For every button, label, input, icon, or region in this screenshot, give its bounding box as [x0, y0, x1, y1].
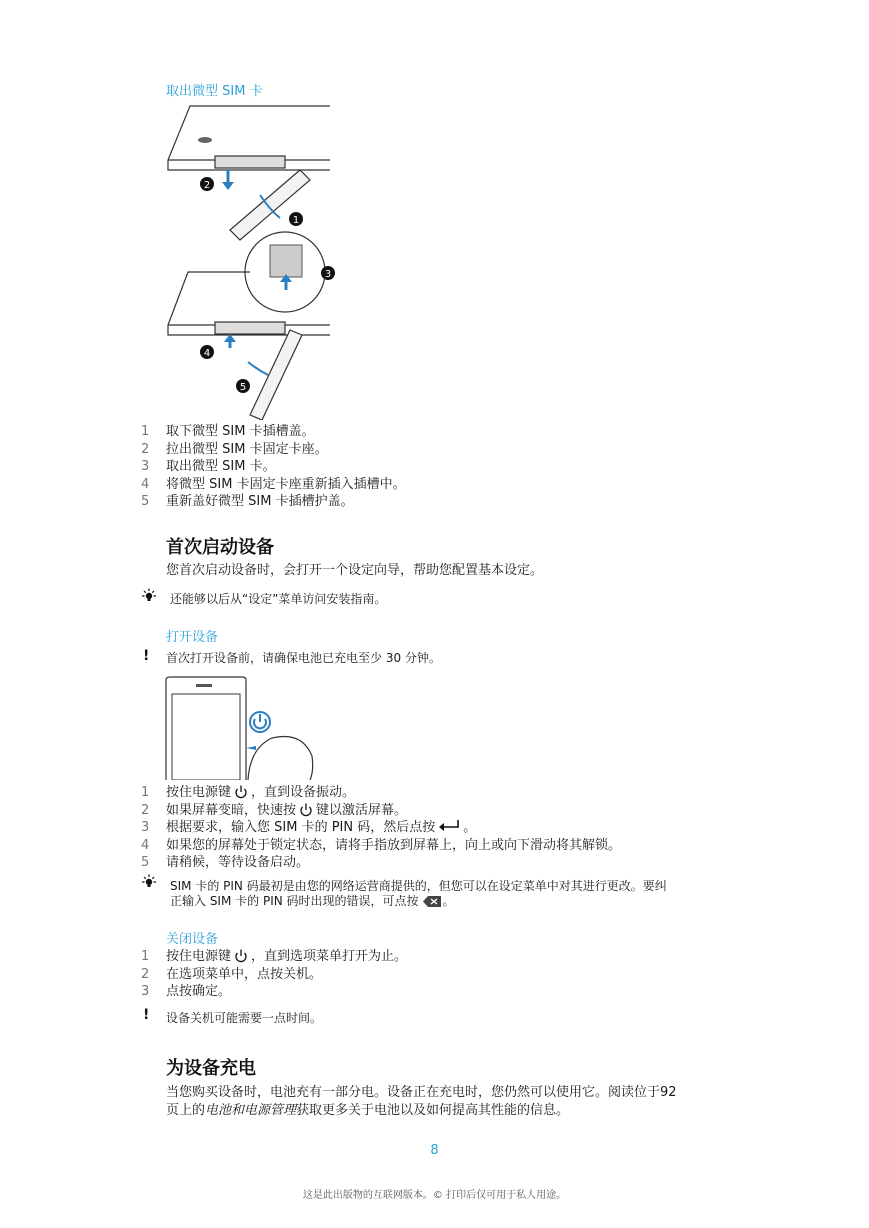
para-text: 页上的 [166, 1103, 206, 1118]
step-number: 3 [141, 820, 150, 835]
step-number: 1 [141, 424, 150, 439]
step-text: 。 [463, 820, 477, 835]
para-text: 获取更多关于电池以及如何提高其性能的信息。 [296, 1103, 570, 1118]
list-item [141, 966, 407, 984]
subheading-remove-sim: 取出微型 SIM 卡 [166, 84, 263, 99]
tip-setup-guide: 还能够以后从“设定”菜单访问安装指南。 [170, 592, 387, 606]
list-item [141, 493, 406, 511]
step-text: 将微型 SIM 卡固定卡座重新插入插槽中。 [166, 476, 406, 492]
charging-para-line1: 当您购买设备时，电池充有一部分电。设备正在充电时，您仍然可以使用它。阅读位于92 [166, 1085, 677, 1100]
step-text: 按住电源键 [166, 949, 232, 964]
first-start-intro: 您首次启动设备时，会打开一个设定向导，帮助您配置基本设定。 [166, 563, 544, 578]
step-text: 取下微型 SIM 卡插槽盖。 [166, 424, 315, 439]
list-item [141, 983, 407, 1001]
backspace-icon [422, 895, 442, 908]
footer-notice: 这是此出版物的互联网版本。© 打印后仅可用于私人用途。 [302, 1190, 567, 1201]
tip-pin-line1: SIM 卡的 PIN 码最初是由您的网络运营商提供的，但您可以在设定菜单中对其进行更改。要纠 [170, 879, 667, 893]
subheading-turn-off: 关闭设备 [166, 932, 219, 947]
step-number: 2 [141, 966, 150, 982]
warning-charge: 首次打开设备前，请确保电池已充电至少 30 分钟。 [166, 651, 441, 665]
callout-4-label: 4 [203, 348, 211, 359]
list-item [141, 476, 406, 494]
power-on-illustration [162, 676, 322, 780]
enter-icon [438, 819, 460, 831]
step-text: 在选项菜单中，点按关机。 [166, 966, 323, 982]
tip-bulb-icon [141, 874, 157, 890]
callout-3-label: 3 [324, 269, 332, 280]
warning-shutdown: 设备关机可能需要一点时间。 [166, 1011, 323, 1025]
list-item [141, 423, 406, 441]
page-number: 8 [430, 1143, 439, 1158]
warning-icon: ! [143, 1007, 150, 1023]
step-number: 5 [141, 494, 150, 509]
list-item [141, 784, 621, 802]
sim-removal-illustration [160, 100, 340, 420]
step-text: 重新盖好微型 SIM 卡插槽护盖。 [166, 494, 354, 509]
charging-para-line2 [166, 1102, 569, 1119]
step-text: 如果屏幕变暗，快速按 [166, 802, 297, 818]
power-icon [233, 784, 249, 800]
step-number: 1 [141, 785, 150, 800]
list-item [141, 458, 406, 476]
subheading-turn-on: 打开设备 [166, 630, 219, 645]
remove-sim-steps [141, 423, 406, 511]
step-number: 5 [141, 855, 150, 870]
heading-charging: 为设备充电 [166, 1058, 256, 1079]
step-number: 2 [141, 441, 150, 457]
battery-management-link[interactable]: 电池和电源管理 [205, 1103, 297, 1118]
step-number: 3 [141, 459, 150, 474]
callout-2-label: 2 [203, 180, 211, 191]
step-text: 键以激活屏幕。 [316, 802, 408, 818]
step-number: 4 [141, 837, 150, 853]
step-text: 取出微型 SIM 卡。 [166, 459, 276, 474]
step-text: ，直到设备振动。 [251, 785, 356, 800]
tip-bulb-icon [141, 588, 157, 604]
list-item [141, 819, 621, 837]
list-item [141, 802, 621, 820]
warning-icon: ! [143, 648, 150, 664]
callout-1-label: 1 [292, 215, 300, 226]
step-text: 请稍候，等待设备启动。 [166, 855, 310, 870]
tip-pin-text: 正输入 SIM 卡的 PIN 码时出现的错误，可点按 [170, 894, 419, 908]
step-number: 2 [141, 802, 150, 818]
tip-pin-line2 [170, 893, 455, 909]
step-text: 根据要求，输入您 SIM 卡的 PIN 码，然后点按 [166, 820, 436, 835]
step-text: 拉出微型 SIM 卡固定卡座。 [166, 441, 328, 457]
step-text: 点按确定。 [166, 984, 232, 999]
turn-on-steps [141, 784, 621, 872]
step-text: 按住电源键 [166, 785, 232, 800]
tip-pin-end: 。 [442, 894, 455, 908]
step-number: 3 [141, 984, 150, 999]
list-item [141, 441, 406, 459]
list-item [141, 854, 621, 872]
turn-off-steps [141, 948, 407, 1001]
power-icon [233, 948, 249, 964]
step-text: 如果您的屏幕处于锁定状态，请将手指放到屏幕上，向上或向下滑动将其解锁。 [166, 837, 622, 853]
callout-5-label: 5 [239, 382, 247, 393]
heading-first-start: 首次启动设备 [166, 537, 274, 558]
step-text: ，直到选项菜单打开为止。 [251, 949, 408, 964]
list-item [141, 948, 407, 966]
list-item [141, 837, 621, 855]
step-number: 4 [141, 476, 150, 492]
power-icon [298, 802, 314, 818]
step-number: 1 [141, 949, 150, 964]
